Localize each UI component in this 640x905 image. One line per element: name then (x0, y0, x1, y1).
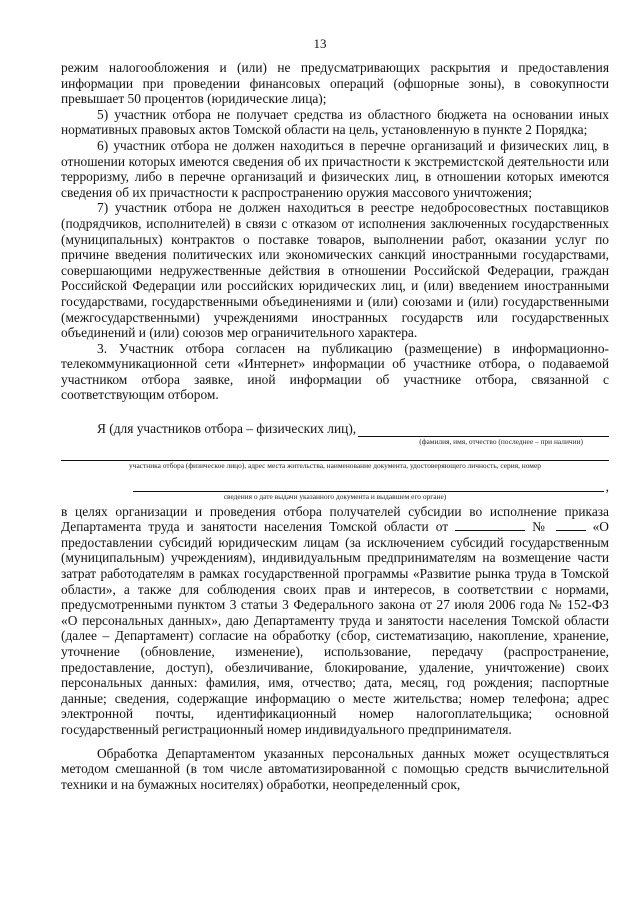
document-body (61, 60, 609, 792)
paragraph-item-6: 6) участник отбора не должен находиться в перечне организаций и физических лиц, в отношении которых имеются сведения об их причастности к экстремистской деятельности или терроризму, либо в перечне организаций и физических лиц, в отношении которых имеются сведения об их причастности к распространению оружия массового уничтожения; (61, 137, 609, 200)
paragraph-item-3-publication: 3. Участник отбора согласен на публикацию (размещение) в информационно-телекоммуникационной сети «Интернет» информации об участнике отбора, о подаваемой участником отбора заявке, иной информации об участнике отбора, связанной с соответствующим отбором. (61, 340, 609, 403)
hint-full-name: (фамилия, имя, отчество (последнее – при наличии) (419, 436, 583, 446)
hint-address-document: участника отбора (физическое лицо), адрес места жительства, наименование документа, удостоверяющего личность, серия, номер (129, 460, 541, 470)
consent-name-line (61, 421, 609, 437)
issue-line (61, 478, 609, 494)
consent-body-paragraph (61, 504, 609, 738)
consent-body-part1: в целях организации и проведения отбора получателей субсидии во исполнение приказа Департамента труда и занятости населения Томской области от (61, 503, 609, 535)
address-blank[interactable] (61, 454, 609, 461)
page-number: 13 (313, 36, 327, 51)
trailing-comma: , (605, 478, 609, 494)
paragraph-item-7: 7) участник отбора не должен находиться в реестре недобросовестных поставщиков (подрядчиков, исполнителей) в связи с отказом от исполнения заключенных государственных (муниципальных) контрактов о поставке товаров, выполнении работ, оказании услуг по причине введения политических или экономических санкций иностранными государствами, совершающими недружественные действия в отношении Российской Федерации, граждан Российской Федерации или российских юридических лиц, и (или) введением иностранными государствами, государственными объединениями и (или) союзами и (или) государственными (межгосударственными) учреждениями иностранных государств или государственных объединений и (или) союзов мер ограничительного характера. (61, 200, 609, 341)
consent-start-text: Я (для участников отбора – физических лиц), (97, 421, 357, 437)
paragraph-offshore-continuation: режим налогообложения и (или) не предусматривающих раскрытия и предоставления информации при проведении финансовых операций (офшорные зоны), в совокупности превышает 50 процентов (юридические лица); (61, 60, 609, 107)
paragraph-item-5: 5) участник отбора не получает средства из областного бюджета на основании иных нормативных правовых актов Томской области на цель, установленную в пункте 2 Порядка; (61, 106, 609, 138)
full-name-blank[interactable] (358, 424, 609, 437)
order-date-blank[interactable] (455, 520, 525, 531)
number-sign: № (532, 519, 549, 535)
consent-body-part2: «О предоставлении субсидий юридическим лицам (за исключением субсидий государственным (муниципальным) учреждениям), индивидуальным предпринимателям на возмещение части затрат работодателям в рамках государственной программы «Развитие рынка труда в Томской области», а также для соблюдения своих прав и интересов, в соответствии с нормами, предусмотренными пунктом 3 статьи 3 Федерального закона от 27 июля 2006 года № 152-ФЗ «О персональных данных», даю Департаменту труда и занятости населения Томской области (далее – Департамент) согласие на обработку (сбор, систематизацию, накопление, хранение, уточнение (обновление, изменение), использование, передачу (распространение, предоставление, доступ), обезличивание, блокирование, удаление, уничтожение) своих персональных данных: фамилия, имя, отчество; дата, месяц, год рождения; паспортные данные; сведения, содержащие информацию о месте жительства; номер телефона; адрес электронной почты, идентификационный номер налогоплательщика; основной государственный регистрационный номер индивидуального предпринимателя. (61, 519, 609, 737)
hint-issue-details: сведения о дате выдачи указанного документа и выдавшем его органе) (223, 491, 447, 501)
order-number-blank[interactable] (556, 520, 586, 531)
paragraph-processing-method: Обработка Департаментом указанных персональных данных может осуществляться методом смешанной (в том числе автоматизированной с помощью средств вычислительной техники и на бумажных носителях) обработки, неопределенный срок, (61, 745, 609, 792)
